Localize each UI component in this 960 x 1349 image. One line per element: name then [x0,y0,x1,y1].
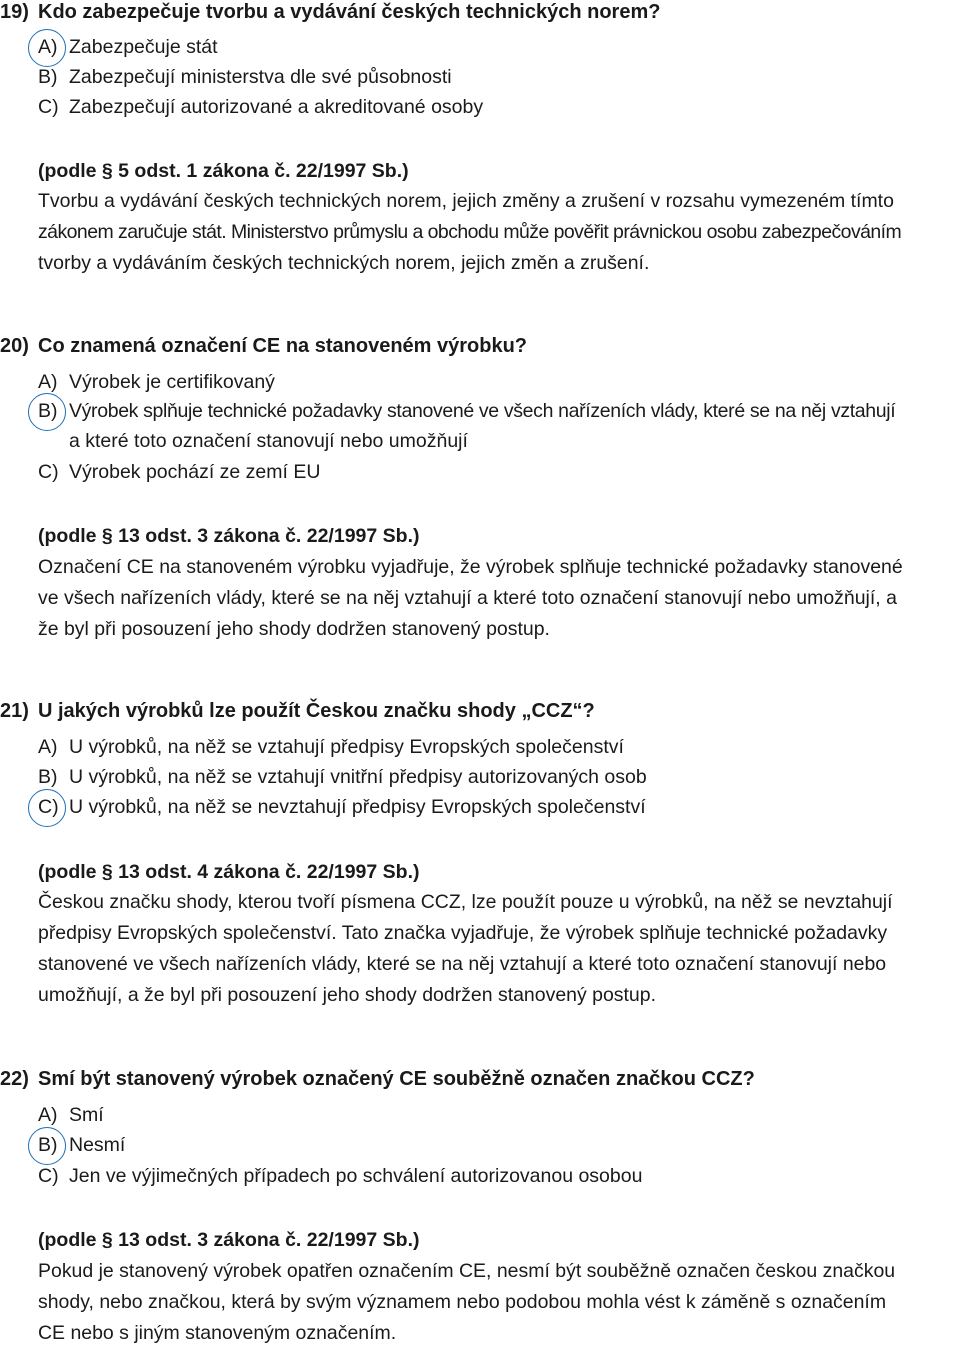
q20-option-b [38,399,895,453]
option-text: U výrobků, na něž se vztahují předpisy Evropských společenství [69,736,624,758]
option-letter: C) [38,96,59,118]
q22-option-c [38,1164,642,1188]
question-text: Co znamená označení CE na stanoveném výrobku? [38,335,528,357]
explanation-line: předpisy Evropských společenství. Tato značka vyjadřuje, že výrobek splňuje technické požadavky [38,922,888,944]
explanation-line: Českou značku shody, kterou tvoří písmena CCZ, lze použít pouze u výrobků, na něž se nevztahují [38,891,893,913]
question-20 [0,334,527,358]
explanation-line: shody, nebo značkou, která by svým významem nebo podobou mohla vést k záměně s označením [38,1291,887,1313]
q20-explanation [38,552,960,645]
q21-option-b [38,765,647,789]
explanation-line: tvorby a vydáváním českých technických norem, jejich změn a zrušení. [38,252,650,274]
option-text: Výrobek je certifikovaný [69,371,275,393]
q20-option-a [38,370,275,394]
explanation-line: Tvorbu a vydávání českých technických norem, jejich změny a zrušení v rozsahu vymezeném tímto [38,190,894,212]
explanation-line: zákonem zaručuje stát. Ministerstvo průmyslu a obchodu může pověřit právnickou osobu zabezpečováním [38,221,902,243]
option-letter-correct: B) [38,399,69,423]
q19-explanation [38,186,960,279]
question-text: Kdo zabezpečuje tvorbu a vydávání českých technických norem? [38,1,661,23]
q19-option-c [38,95,483,119]
option-letter: C) [38,461,59,483]
explanation-line: že byl při posouzení jeho shody dodržen stanovený postup. [38,618,550,640]
question-22 [0,1067,755,1091]
question-21 [0,699,595,723]
q19-law-reference: (podle § 5 odst. 1 zákona č. 22/1997 Sb.) [38,160,409,182]
option-letter: A) [38,371,58,393]
q21-law-reference: (podle § 13 odst. 4 zákona č. 22/1997 Sb.) [38,861,420,883]
question-text: U jakých výrobků lze použít Českou značku shody „CCZ“? [38,700,595,722]
explanation-line: stanovené ve všech nařízeních vlády, které se na něj vztahují a které toto označení stanovují nebo [38,953,887,975]
option-text-continuation: a které toto označení stanovují nebo umožňují [69,430,468,452]
option-text: Smí [69,1104,104,1126]
option-text: Výrobek pochází ze zemí EU [69,461,321,483]
question-number: 20) [0,335,29,357]
option-text: U výrobků, na něž se nevztahují předpisy Evropských společenství [69,796,646,818]
option-letter: C) [38,1165,59,1187]
q21-option-c [38,795,646,819]
question-text: Smí být stanovený výrobek označený CE souběžně označen značkou CCZ? [38,1068,755,1090]
option-letter-correct: A) [38,35,69,59]
q20-option-c [38,460,320,484]
option-text: Nesmí [69,1134,126,1156]
question-number: 21) [0,700,29,722]
q19-option-b [38,65,452,89]
explanation-line: Pokud je stanovený výrobek opatřen označením CE, nesmí být souběžně označen českou značkou [38,1260,896,1282]
q21-option-a [38,735,624,759]
question-number: 19) [0,1,29,23]
q22-law-reference: (podle § 13 odst. 3 zákona č. 22/1997 Sb.) [38,1229,420,1251]
option-letter-correct: B) [38,1133,69,1157]
option-letter: B) [38,66,58,88]
question-number: 22) [0,1068,29,1090]
q22-explanation [38,1256,960,1349]
explanation-line: CE nebo s jiným stanoveným označením. [38,1322,397,1344]
option-text: Zabezpečuje stát [69,36,218,58]
q20-law-reference: (podle § 13 odst. 3 zákona č. 22/1997 Sb.) [38,525,420,547]
option-text: Výrobek splňuje technické požadavky stanovené ve všech nařízeních vlády, které se na něj vztahují [69,400,896,422]
option-letter: A) [38,736,58,758]
option-letter: B) [38,766,58,788]
explanation-line: ve všech nařízeních vlády, které se na něj vztahují a které toto označení stanovují nebo umožňují, a [38,587,897,609]
option-letter: A) [38,1104,58,1126]
q19-option-a [38,35,218,59]
q21-explanation [38,887,960,1011]
option-text: Jen ve výjimečných případech po schválení autorizovanou osobou [69,1165,643,1187]
q22-option-b [38,1133,125,1157]
explanation-line: Označení CE na stanoveném výrobku vyjadřuje, že výrobek splňuje technické požadavky stanovené [38,556,903,578]
option-text: U výrobků, na něž se vztahují vnitřní předpisy autorizovaných osob [69,766,647,788]
option-text: Zabezpečují ministerstva dle své působnosti [69,66,452,88]
question-19 [0,0,660,24]
option-letter-correct: C) [38,795,69,819]
option-text: Zabezpečují autorizované a akreditované osoby [69,96,484,118]
q22-option-a [38,1103,104,1127]
explanation-line: umožňují, a že byl při posouzení jeho shody dodržen stanovený postup. [38,984,656,1006]
